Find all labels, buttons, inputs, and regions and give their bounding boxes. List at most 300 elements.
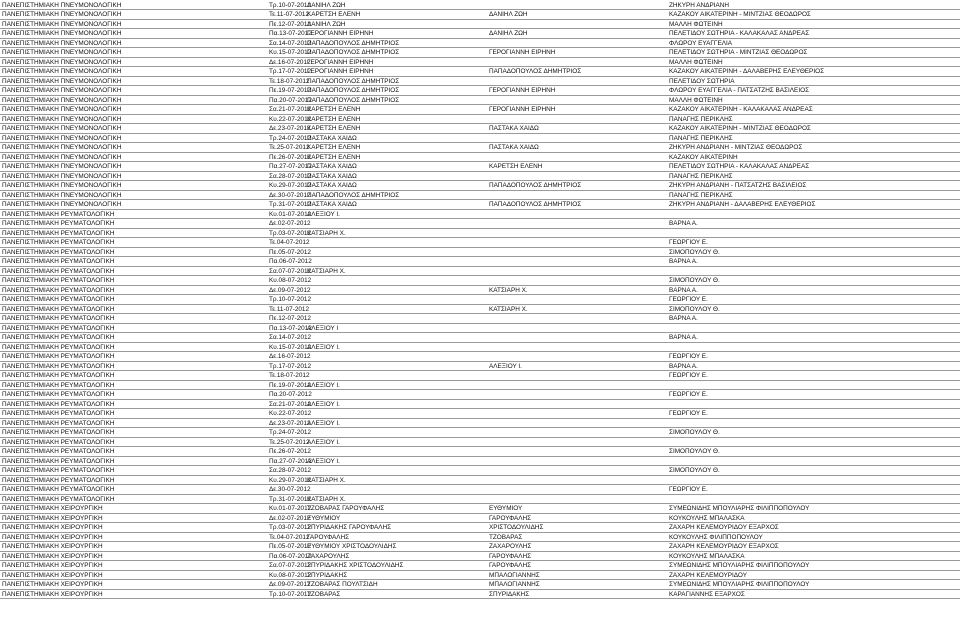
- second-doctor-cell: ΓΑΡΟΥΦΑΛΗΣ: [489, 562, 532, 569]
- clinic-cell: ΠΑΝΕΠΙΣΤΗΜΙΑΚΗ ΧΕΙΡΟΥΡΓΙΚΗ: [2, 514, 103, 522]
- date-cell: Δε.30-07-2012: [269, 486, 311, 493]
- doctor-cell: [307, 352, 487, 361]
- date-cell: Δε.30-07-2012: [269, 191, 311, 199]
- date-cell: Τρ.24-07-2012: [269, 429, 312, 436]
- second-doctor-cell: [489, 352, 666, 361]
- second-doctor-cell: [489, 248, 666, 257]
- table-row: [0, 485, 960, 495]
- date-cell: Πε.05-07-2012: [269, 543, 311, 550]
- date-cell: Πα.06-07-2012: [269, 552, 312, 560]
- clinic-cell: ΠΑΝΕΠΙΣΤΗΜΙΑΚΗ ΡΕΥΜΑΤΟΛΟΓΙΚΗ: [2, 343, 115, 351]
- clinic-cell: ΠΑΝΕΠΙΣΤΗΜΙΑΚΗ ΧΕΙΡΟΥΡΓΙΚΗ: [2, 552, 103, 560]
- clinic-cell: ΠΑΝΕΠΙΣΤΗΜΙΑΚΗ ΡΕΥΜΑΤΟΛΟΓΙΚΗ: [2, 286, 115, 294]
- date-cell: Πα.27-07-2012: [269, 163, 312, 170]
- doctor-cell: ΓΕΡΟΓΙΑΝΝΗ ΕΙΡΗΝΗ: [307, 30, 374, 37]
- table-row: [0, 495, 960, 505]
- second-doctor-cell: [489, 295, 666, 304]
- second-doctor-cell: [489, 58, 666, 67]
- date-cell: Τε.11-07-2012: [269, 11, 310, 18]
- second-doctor-cell: ΕΥΘΥΜΙΟΥ: [489, 505, 523, 512]
- table-row: [0, 134, 960, 144]
- resident-cell: ΠΑΝΑΓΗΣ ΠΕΡΙΚΛΗΣ: [669, 191, 733, 199]
- resident-cell: [669, 267, 958, 276]
- table-row: [0, 295, 960, 305]
- table-row: [0, 419, 960, 429]
- date-cell: Κυ.01-07-2012: [269, 210, 312, 218]
- clinic-cell: ΠΑΝΕΠΙΣΤΗΜΙΑΚΗ ΠΝΕΥΜΟΝΟΛΟΓΙΚΗ: [2, 172, 122, 180]
- doctor-cell: ΓΕΡΟΓΙΑΝΝΗ ΕΙΡΗΝΗ: [307, 58, 374, 66]
- second-doctor-cell: [489, 428, 666, 437]
- table-row: [0, 172, 960, 182]
- date-cell: Τε.25-07-2012: [269, 438, 310, 446]
- table-row: [0, 143, 960, 153]
- resident-cell: ΓΕΩΡΓΙΟΥ Ε.: [669, 296, 708, 303]
- table-row: [0, 580, 960, 590]
- clinic-cell: ΠΑΝΕΠΙΣΤΗΜΙΑΚΗ ΡΕΥΜΑΤΟΛΟΓΙΚΗ: [2, 305, 115, 313]
- second-doctor-cell: [489, 447, 666, 456]
- second-doctor-cell: [489, 229, 666, 238]
- doctor-cell: ΚΑΡΕΤΣΗ ΕΛΕΝΗ: [307, 115, 361, 123]
- date-cell: Κυ.08-07-2012: [269, 277, 312, 284]
- resident-cell: ΣΙΜΟΠΟΥΛΟΥ Θ.: [669, 277, 720, 284]
- second-doctor-cell: ΠΑΠΑΔΟΠΟΥΛΟΣ ΔΗΜΗΤΡΙΟΣ: [489, 201, 582, 208]
- table-row: [0, 162, 960, 172]
- second-doctor-cell: [489, 20, 666, 29]
- doctor-cell: ΠΑΣΤΑΚΑ ΧΑΙΔΩ: [307, 201, 357, 208]
- resident-cell: ΒΑΡΝΑ Α.: [669, 220, 698, 227]
- doctor-cell: ΣΠΥΡΙΔΑΚΗΣ ΧΡΙΣΤΟΔΟΥΛΙΔΗΣ: [307, 562, 404, 569]
- table-row: [0, 324, 960, 334]
- clinic-cell: ΠΑΝΕΠΙΣΤΗΜΙΑΚΗ ΡΕΥΜΑΤΟΛΟΓΙΚΗ: [2, 334, 115, 341]
- clinic-cell: ΠΑΝΕΠΙΣΤΗΜΙΑΚΗ ΠΝΕΥΜΟΝΟΛΟΓΙΚΗ: [2, 163, 122, 170]
- doctor-cell: ΠΑΠΑΔΟΠΟΥΛΟΣ ΔΗΜΗΤΡΙΟΣ: [307, 77, 400, 85]
- resident-cell: [669, 476, 958, 485]
- doctor-cell: [307, 371, 487, 380]
- resident-cell: ΠΕΛΕΤΙΔΟΥ ΣΩΤΗΡΙΑ - ΚΑΛΑΚΑΛΑΣ ΑΝΔΡΕΑΣ: [669, 30, 810, 37]
- second-doctor-cell: ΧΡΙΣΤΟΔΟΥΛΙΔΗΣ: [489, 524, 544, 531]
- doctor-cell: ΤΖΟΒΑΡΑΣ ΓΑΡΟΥΦΑΛΗΣ: [307, 505, 385, 512]
- resident-cell: ΠΕΛΕΤΙΔΟΥ ΣΩΤΗΡΙΑ - ΜΙΝΤΖΙΑΣ ΘΕΟΔΩΡΟΣ: [669, 49, 808, 56]
- date-cell: Πα.20-07-2012: [269, 96, 312, 104]
- doctor-cell: [307, 238, 487, 247]
- date-cell: Σα.21-07-2012: [269, 106, 312, 113]
- date-cell: Κυ.01-07-2012: [269, 505, 312, 512]
- clinic-cell: ΠΑΝΕΠΙΣΤΗΜΙΑΚΗ ΡΕΥΜΑΤΟΛΟΓΙΚΗ: [2, 248, 115, 256]
- clinic-cell: ΠΑΝΕΠΙΣΤΗΜΙΑΚΗ ΠΝΕΥΜΟΝΟΛΟΓΙΚΗ: [2, 49, 122, 56]
- doctor-cell: ΚΑΤΣΙΑΡΗ Χ.: [307, 495, 346, 503]
- second-doctor-cell: ΔΑΝΙΗΛ ΖΩΗ: [489, 11, 528, 18]
- clinic-cell: ΠΑΝΕΠΙΣΤΗΜΙΑΚΗ ΡΕΥΜΑΤΟΛΟΓΙΚΗ: [2, 324, 115, 332]
- doctor-cell: [307, 333, 487, 342]
- second-doctor-cell: [489, 267, 666, 276]
- clinic-cell: ΠΑΝΕΠΙΣΤΗΜΙΑΚΗ ΡΕΥΜΑΤΟΛΟΓΙΚΗ: [2, 438, 115, 446]
- clinic-cell: ΠΑΝΕΠΙΣΤΗΜΙΑΚΗ ΡΕΥΜΑΤΟΛΟΓΙΚΗ: [2, 353, 115, 360]
- date-cell: Σα.07-07-2012: [269, 562, 312, 569]
- resident-cell: ΣΙΜΟΠΟΥΛΟΥ Θ.: [669, 429, 720, 436]
- clinic-cell: ΠΑΝΕΠΙΣΤΗΜΙΑΚΗ ΡΕΥΜΑΤΟΛΟΓΙΚΗ: [2, 495, 115, 503]
- resident-cell: ΖΑΧΑΡΗ ΚΕΛΕΜΟΥΡΙΔΟΥ: [669, 571, 747, 579]
- table-row: [0, 504, 960, 514]
- second-doctor-cell: [489, 381, 666, 390]
- clinic-cell: ΠΑΝΕΠΙΣΤΗΜΙΑΚΗ ΡΕΥΜΑΤΟΛΟΓΙΚΗ: [2, 476, 115, 484]
- doctor-cell: [307, 219, 487, 228]
- table-row: [0, 409, 960, 419]
- date-cell: Πε.12-07-2012: [269, 20, 311, 28]
- resident-cell: ΚΑΖΑΚΟΥ ΑΙΚΑΤΕΡΙΝΗ - ΜΙΝΤΖΙΑΣ ΘΕΟΔΩΡΟΣ: [669, 125, 811, 132]
- table-row: [0, 561, 960, 571]
- date-cell: Τρ.03-07-2012: [269, 229, 312, 237]
- date-cell: Τρ.31-07-2012: [269, 495, 312, 503]
- clinic-cell: ΠΑΝΕΠΙΣΤΗΜΙΑΚΗ ΡΕΥΜΑΤΟΛΟΓΙΚΗ: [2, 419, 115, 427]
- table-row: [0, 200, 960, 210]
- second-doctor-cell: ΣΠΥΡΙΔΑΚΗΣ: [489, 590, 530, 598]
- second-doctor-cell: [489, 276, 666, 285]
- resident-cell: ΓΕΩΡΓΙΟΥ Ε.: [669, 353, 708, 360]
- table-row: [0, 96, 960, 106]
- table-row: [0, 10, 960, 20]
- table-row: [0, 552, 960, 562]
- clinic-cell: ΠΑΝΕΠΙΣΤΗΜΙΑΚΗ ΠΝΕΥΜΟΝΟΛΟΓΙΚΗ: [2, 39, 122, 47]
- resident-cell: ΓΕΩΡΓΙΟΥ Ε.: [669, 391, 708, 398]
- resident-cell: [669, 419, 958, 428]
- clinic-cell: ΠΑΝΕΠΙΣΤΗΜΙΑΚΗ ΧΕΙΡΟΥΡΓΙΚΗ: [2, 581, 103, 588]
- clinic-cell: ΠΑΝΕΠΙΣΤΗΜΙΑΚΗ ΡΕΥΜΑΤΟΛΟΓΙΚΗ: [2, 467, 115, 474]
- second-doctor-cell: ΚΑΡΕΤΣΗ ΕΛΕΝΗ: [489, 163, 543, 170]
- clinic-cell: ΠΑΝΕΠΙΣΤΗΜΙΑΚΗ ΡΕΥΜΑΤΟΛΟΓΙΚΗ: [2, 362, 115, 370]
- clinic-cell: ΠΑΝΕΠΙΣΤΗΜΙΑΚΗ ΡΕΥΜΑΤΟΛΟΓΙΚΗ: [2, 267, 115, 275]
- date-cell: Σα.28-07-2012: [269, 172, 312, 180]
- resident-cell: ΣΙΜΟΠΟΥΛΟΥ Θ.: [669, 467, 720, 474]
- date-cell: Δε.09-07-2012: [269, 581, 311, 588]
- resident-cell: ΣΥΜΕΩΝΙΔΗΣ ΜΠΟΥΛΙΑΡΗΣ ΦΙΛΙΠΠΟΠΟΥΛΟΥ: [669, 581, 810, 588]
- date-cell: Τε.18-07-2012: [269, 372, 310, 379]
- resident-cell: ΖΗΚΥΡΗ ΑΝΔΡΙΑΝΗ - ΠΑΤΣΑΤΖΗΣ ΒΑΣΙΛΕΙΟΣ: [669, 182, 807, 189]
- doctor-cell: ΑΛΕΞΙΟΥ Ι.: [307, 343, 340, 351]
- doctor-cell: ΚΑΡΕΤΣΗ ΕΛΕΝΗ: [307, 11, 361, 18]
- table-row: [0, 67, 960, 77]
- resident-cell: ΚΑΖΑΚΟΥ ΑΙΚΑΤΕΡΙΝΗ - ΚΑΛΑΚΑΛΑΣ ΑΝΔΡΕΑΣ: [669, 106, 813, 113]
- clinic-cell: ΠΑΝΕΠΙΣΤΗΜΙΑΚΗ ΧΕΙΡΟΥΡΓΙΚΗ: [2, 543, 103, 550]
- doctor-cell: ΚΑΡΕΤΣΗ ΕΛΕΝΗ: [307, 125, 361, 132]
- doctor-cell: ΣΠΥΡΙΔΑΚΗΣ ΓΑΡΟΥΦΑΛΗΣ: [307, 524, 392, 531]
- doctor-cell: ΕΥΘΥΜΙΟΥ ΧΡΙΣΤΟΔΟΥΛΙΔΗΣ: [307, 543, 397, 550]
- resident-cell: ΒΑΡΝΑ Α.: [669, 286, 698, 294]
- doctor-cell: [307, 428, 487, 437]
- table-row: [0, 276, 960, 286]
- doctor-cell: ΓΑΡΟΥΦΑΛΗΣ: [307, 533, 350, 541]
- date-cell: Τρ.24-07-2012: [269, 134, 312, 142]
- resident-cell: ΖΑΧΑΡΗ ΚΕΛΕΜΟΥΡΙΔΟΥ ΕΞΑΡΧΟΣ: [669, 543, 779, 550]
- second-doctor-cell: ΑΛΕΞΙΟΥ Ι.: [489, 362, 522, 370]
- table-row: [0, 257, 960, 267]
- second-doctor-cell: [489, 324, 666, 333]
- second-doctor-cell: [489, 419, 666, 428]
- table-row: [0, 371, 960, 381]
- second-doctor-cell: [489, 257, 666, 266]
- clinic-cell: ΠΑΝΕΠΙΣΤΗΜΙΑΚΗ ΧΕΙΡΟΥΡΓΙΚΗ: [2, 524, 103, 531]
- doctor-cell: ΠΑΣΤΑΚΑ ΧΑΙΔΩ: [307, 172, 357, 180]
- date-cell: Τρ.03-07-2012: [269, 524, 312, 531]
- clinic-cell: ΠΑΝΕΠΙΣΤΗΜΙΑΚΗ ΧΕΙΡΟΥΡΓΙΚΗ: [2, 505, 103, 512]
- doctor-cell: [307, 409, 487, 418]
- doctor-cell: ΤΖΟΒΑΡΑΣ ΠΟΥΛΤΣΙΔΗ: [307, 581, 378, 588]
- table-row: [0, 390, 960, 400]
- table-row: [0, 248, 960, 258]
- date-cell: Τε.04-07-2012: [269, 533, 310, 541]
- doctor-cell: [307, 314, 487, 323]
- date-cell: Πε.26-07-2012: [269, 448, 311, 455]
- resident-cell: ΠΑΝΑΓΗΣ ΠΕΡΙΚΛΗΣ: [669, 134, 733, 142]
- clinic-cell: ΠΑΝΕΠΙΣΤΗΜΙΑΚΗ ΠΝΕΥΜΟΝΟΛΟΓΙΚΗ: [2, 106, 122, 113]
- table-row: [0, 542, 960, 552]
- doctor-cell: [307, 390, 487, 399]
- table-row: [0, 571, 960, 581]
- second-doctor-cell: ΠΑΣΤΑΚΑ ΧΑΙΔΩ: [489, 125, 539, 132]
- doctor-cell: [307, 295, 487, 304]
- table-row: [0, 48, 960, 58]
- second-doctor-cell: [489, 115, 666, 124]
- second-doctor-cell: [489, 476, 666, 485]
- date-cell: Σα.28-07-2012: [269, 467, 312, 474]
- resident-cell: [669, 438, 958, 447]
- doctor-cell: ΚΑΤΣΙΑΡΗ Χ.: [307, 229, 346, 237]
- second-doctor-cell: [489, 96, 666, 105]
- second-doctor-cell: [489, 191, 666, 200]
- second-doctor-cell: ΜΠΑΛΟΓΙΑΝΝΗΣ: [489, 581, 540, 588]
- doctor-cell: [307, 248, 487, 257]
- date-cell: Τρ.17-07-2012: [269, 362, 312, 370]
- doctor-cell: [307, 466, 487, 475]
- table-row: [0, 590, 960, 600]
- resident-cell: ΓΕΩΡΓΙΟΥ Ε.: [669, 486, 708, 493]
- second-doctor-cell: [489, 390, 666, 399]
- doctor-cell: ΕΥΘΥΜΙΟΥ: [307, 514, 341, 522]
- table-row: [0, 476, 960, 486]
- second-doctor-cell: ΓΑΡΟΥΦΑΛΗΣ: [489, 514, 532, 522]
- second-doctor-cell: ΖΑΧΑΡΟΥΛΗΣ: [489, 543, 532, 550]
- clinic-cell: ΠΑΝΕΠΙΣΤΗΜΙΑΚΗ ΠΝΕΥΜΟΝΟΛΟΓΙΚΗ: [2, 96, 122, 104]
- doctor-cell: ΠΑΠΑΔΟΠΟΥΛΟΣ ΔΗΜΗΤΡΙΟΣ: [307, 96, 400, 104]
- date-cell: Τρ.10-07-2012: [269, 1, 312, 9]
- second-doctor-cell: ΤΖΟΒΑΡΑΣ: [489, 533, 523, 541]
- second-doctor-cell: [489, 409, 666, 418]
- doctor-cell: [307, 276, 487, 285]
- resident-cell: ΒΑΡΝΑ Α.: [669, 362, 698, 370]
- date-cell: Πα.13-07-2012: [269, 30, 312, 37]
- clinic-cell: ΠΑΝΕΠΙΣΤΗΜΙΑΚΗ ΠΝΕΥΜΟΝΟΛΟΓΙΚΗ: [2, 153, 122, 161]
- clinic-cell: ΠΑΝΕΠΙΣΤΗΜΙΑΚΗ ΠΝΕΥΜΟΝΟΛΟΓΙΚΗ: [2, 115, 122, 123]
- second-doctor-cell: ΚΑΤΣΙΑΡΗ Χ.: [489, 286, 528, 294]
- date-cell: Πε.12-07-2012: [269, 315, 311, 322]
- resident-cell: ΚΑΖΑΚΟΥ ΑΙΚΑΤΕΡΙΝΗ: [669, 153, 738, 161]
- table-row: [0, 58, 960, 68]
- second-doctor-cell: [489, 1, 666, 10]
- clinic-cell: ΠΑΝΕΠΙΣΤΗΜΙΑΚΗ ΡΕΥΜΑΤΟΛΟΓΙΚΗ: [2, 429, 115, 436]
- doctor-cell: ΠΑΠΑΔΟΠΟΥΛΟΣ ΔΗΜΗΤΡΙΟΣ: [307, 39, 400, 47]
- clinic-cell: ΠΑΝΕΠΙΣΤΗΜΙΑΚΗ ΠΝΕΥΜΟΝΟΛΟΓΙΚΗ: [2, 191, 122, 199]
- second-doctor-cell: [489, 314, 666, 323]
- date-cell: Δε.09-07-2012: [269, 286, 311, 294]
- date-cell: Πα.27-07-2012: [269, 457, 312, 465]
- second-doctor-cell: [489, 210, 666, 219]
- table-row: [0, 181, 960, 191]
- clinic-cell: ΠΑΝΕΠΙΣΤΗΜΙΑΚΗ ΡΕΥΜΑΤΟΛΟΓΙΚΗ: [2, 277, 115, 284]
- table-row: [0, 267, 960, 277]
- second-doctor-cell: [489, 172, 666, 181]
- clinic-cell: ΠΑΝΕΠΙΣΤΗΜΙΑΚΗ ΠΝΕΥΜΟΝΟΛΟΓΙΚΗ: [2, 30, 122, 37]
- doctor-cell: [307, 305, 487, 314]
- resident-cell: ΒΑΡΝΑ Α.: [669, 258, 698, 265]
- doctor-cell: [307, 362, 487, 371]
- resident-cell: [669, 457, 958, 466]
- clinic-cell: ΠΑΝΕΠΙΣΤΗΜΙΑΚΗ ΡΕΥΜΑΤΟΛΟΓΙΚΗ: [2, 372, 115, 379]
- date-cell: Σα.07-07-2012: [269, 267, 312, 275]
- clinic-cell: ΠΑΝΕΠΙΣΤΗΜΙΑΚΗ ΡΕΥΜΑΤΟΛΟΓΙΚΗ: [2, 229, 115, 237]
- clinic-cell: ΠΑΝΕΠΙΣΤΗΜΙΑΚΗ ΡΕΥΜΑΤΟΛΟΓΙΚΗ: [2, 410, 115, 417]
- clinic-cell: ΠΑΝΕΠΙΣΤΗΜΙΑΚΗ ΠΝΕΥΜΟΝΟΛΟΓΙΚΗ: [2, 144, 122, 151]
- second-doctor-cell: [489, 153, 666, 162]
- resident-cell: [669, 210, 958, 219]
- table-row: [0, 400, 960, 410]
- table-row: [0, 362, 960, 372]
- second-doctor-cell: [489, 371, 666, 380]
- resident-cell: ΖΗΚΥΡΗ ΑΝΔΡΙΑΝΗ: [669, 1, 730, 9]
- resident-cell: ΖΗΚΥΡΗ ΑΝΔΡΙΑΝΗ - ΜΙΝΤΖΙΑΣ ΘΕΟΔΩΡΟΣ: [669, 144, 803, 151]
- date-cell: Πε.19-07-2012: [269, 381, 311, 389]
- doctor-cell: ΑΛΕΞΙΟΥ Ι.: [307, 400, 340, 408]
- clinic-cell: ΠΑΝΕΠΙΣΤΗΜΙΑΚΗ ΡΕΥΜΑΤΟΛΟΓΙΚΗ: [2, 296, 115, 303]
- table-row: [0, 153, 960, 163]
- table-row: [0, 39, 960, 49]
- date-cell: Κυ.29-07-2012: [269, 182, 312, 189]
- resident-cell: ΓΕΩΡΓΙΟΥ Ε.: [669, 239, 708, 246]
- second-doctor-cell: [489, 485, 666, 494]
- date-cell: Κυ.22-07-2012: [269, 410, 312, 417]
- date-cell: Τρ.10-07-2012: [269, 590, 312, 598]
- date-cell: Τε.18-07-2012: [269, 77, 310, 85]
- second-doctor-cell: ΠΑΣΤΑΚΑ ΧΑΙΔΩ: [489, 144, 539, 151]
- clinic-cell: ΠΑΝΕΠΙΣΤΗΜΙΑΚΗ ΡΕΥΜΑΤΟΛΟΓΙΚΗ: [2, 381, 115, 389]
- resident-cell: [669, 381, 958, 390]
- second-doctor-cell: ΠΑΠΑΔΟΠΟΥΛΟΣ ΔΗΜΗΤΡΙΟΣ: [489, 68, 582, 75]
- second-doctor-cell: [489, 400, 666, 409]
- clinic-cell: ΠΑΝΕΠΙΣΤΗΜΙΑΚΗ ΧΕΙΡΟΥΡΓΙΚΗ: [2, 562, 103, 569]
- table-row: [0, 210, 960, 220]
- doctor-cell: ΖΑΧΑΡΟΥΛΗΣ: [307, 552, 350, 560]
- resident-cell: ΚΟΥΚΟΥΛΗΣ ΜΠΑΛΑΣΚΑ: [669, 514, 745, 522]
- date-cell: Πε.19-07-2012: [269, 87, 311, 94]
- resident-cell: ΚΑΡΑΓΙΑΝΝΗΣ ΕΞΑΡΧΟΣ: [669, 590, 745, 598]
- date-cell: Δε.02-07-2012: [269, 514, 311, 522]
- doctor-cell: ΑΛΕΞΙΟΥ Ι.: [307, 438, 340, 446]
- resident-cell: ΠΑΝΑΓΗΣ ΠΕΡΙΚΛΗΣ: [669, 115, 733, 123]
- doctor-cell: ΚΑΡΕΤΣΗ ΕΛΕΝΗ: [307, 106, 361, 113]
- table-row: [0, 115, 960, 125]
- table-row: [0, 314, 960, 324]
- clinic-cell: ΠΑΝΕΠΙΣΤΗΜΙΑΚΗ ΡΕΥΜΑΤΟΛΟΓΙΚΗ: [2, 457, 115, 465]
- clinic-cell: ΠΑΝΕΠΙΣΤΗΜΙΑΚΗ ΧΕΙΡΟΥΡΓΙΚΗ: [2, 533, 103, 541]
- date-cell: Δε.02-07-2012: [269, 220, 311, 227]
- resident-cell: ΓΕΩΡΓΙΟΥ Ε.: [669, 410, 708, 417]
- date-cell: Πε.05-07-2012: [269, 248, 311, 256]
- clinic-cell: ΠΑΝΕΠΙΣΤΗΜΙΑΚΗ ΡΕΥΜΑΤΟΛΟΓΙΚΗ: [2, 391, 115, 398]
- clinic-cell: ΠΑΝΕΠΙΣΤΗΜΙΑΚΗ ΠΝΕΥΜΟΝΟΛΟΓΙΚΗ: [2, 1, 122, 9]
- clinic-cell: ΠΑΝΕΠΙΣΤΗΜΙΑΚΗ ΠΝΕΥΜΟΝΟΛΟΓΙΚΗ: [2, 134, 122, 142]
- table-row: [0, 333, 960, 343]
- table-row: [0, 514, 960, 524]
- resident-cell: [669, 229, 958, 238]
- table-row: [0, 438, 960, 448]
- table-row: [0, 77, 960, 87]
- second-doctor-cell: ΔΑΝΙΗΛ ΖΩΗ: [489, 30, 528, 37]
- second-doctor-cell: ΓΑΡΟΥΦΑΛΗΣ: [489, 552, 532, 560]
- table-row: [0, 238, 960, 248]
- doctor-cell: ΠΑΠΑΔΟΠΟΥΛΟΣ ΔΗΜΗΤΡΙΟΣ: [307, 87, 400, 94]
- date-cell: Τε.11-07-2012: [269, 305, 310, 313]
- doctor-cell: ΑΛΕΞΙΟΥ Ι.: [307, 419, 340, 427]
- doctor-cell: ΚΑΤΣΙΑΡΗ Χ.: [307, 267, 346, 275]
- resident-cell: [669, 400, 958, 409]
- doctor-cell: ΑΛΕΞΙΟΥ Ι: [307, 324, 339, 332]
- clinic-cell: ΠΑΝΕΠΙΣΤΗΜΙΑΚΗ ΠΝΕΥΜΟΝΟΛΟΓΙΚΗ: [2, 87, 122, 94]
- clinic-cell: ΠΑΝΕΠΙΣΤΗΜΙΑΚΗ ΡΕΥΜΑΤΟΛΟΓΙΚΗ: [2, 239, 115, 246]
- doctor-cell: ΑΛΕΞΙΟΥ Ι.: [307, 210, 340, 218]
- doctor-cell: ΠΑΣΤΑΚΑ ΧΑΙΔΩ: [307, 182, 357, 189]
- date-cell: Δε.16-07-2012: [269, 58, 311, 66]
- date-cell: Σα.21-07-2012: [269, 400, 312, 408]
- second-doctor-cell: ΓΕΡΟΓΙΑΝΝΗ ΕΙΡΗΝΗ: [489, 87, 556, 94]
- table-row: [0, 523, 960, 533]
- resident-cell: ΒΑΡΝΑ Α.: [669, 334, 698, 341]
- doctor-cell: [307, 257, 487, 266]
- resident-cell: ΠΕΛΕΤΙΔΟΥ ΣΩΤΗΡΙΑ - ΚΑΛΑΚΑΛΑΣ ΑΝΔΡΕΑΣ: [669, 163, 810, 170]
- clinic-cell: ΠΑΝΕΠΙΣΤΗΜΙΑΚΗ ΡΕΥΜΑΤΟΛΟΓΙΚΗ: [2, 315, 115, 322]
- doctor-cell: [307, 286, 487, 295]
- second-doctor-cell: ΚΑΤΣΙΑΡΗ Χ.: [489, 305, 528, 313]
- date-cell: Πα.06-07-2012: [269, 258, 312, 265]
- clinic-cell: ΠΑΝΕΠΙΣΤΗΜΙΑΚΗ ΡΕΥΜΑΤΟΛΟΓΙΚΗ: [2, 258, 115, 265]
- date-cell: Τρ.17-07-2012: [269, 68, 312, 75]
- doctor-cell: ΣΠΥΡΙΔΑΚΗΣ: [307, 571, 348, 579]
- resident-cell: ΚΑΖΑΚΟΥ ΑΙΚΑΤΕΡΙΝΗ - ΔΑΛΑΒΕΡΗΣ ΕΛΕΥΘΕΡΙΟΣ: [669, 68, 825, 75]
- resident-cell: ΣΙΜΟΠΟΥΛΟΥ Θ.: [669, 305, 720, 313]
- table-row: [0, 219, 960, 229]
- clinic-cell: ΠΑΝΕΠΙΣΤΗΜΙΑΚΗ ΠΝΕΥΜΟΝΟΛΟΓΙΚΗ: [2, 68, 122, 75]
- doctor-cell: ΠΑΠΑΔΟΠΟΥΛΟΣ ΔΗΜΗΤΡΙΟΣ: [307, 191, 400, 199]
- table-row: [0, 381, 960, 391]
- clinic-cell: ΠΑΝΕΠΙΣΤΗΜΙΑΚΗ ΠΝΕΥΜΟΝΟΛΟΓΙΚΗ: [2, 201, 122, 208]
- clinic-cell: ΠΑΝΕΠΙΣΤΗΜΙΑΚΗ ΠΝΕΥΜΟΝΟΛΟΓΙΚΗ: [2, 125, 122, 132]
- doctor-cell: ΚΑΡΕΤΣΗ ΕΛΕΝΗ: [307, 144, 361, 151]
- date-cell: Κυ.15-07-2012: [269, 343, 312, 351]
- resident-cell: ΜΑΛΛΗ ΦΩΤΕΙΝΗ: [669, 20, 723, 28]
- second-doctor-cell: ΜΠΑΛΟΓΙΑΝΝΗΣ: [489, 571, 540, 579]
- clinic-cell: ΠΑΝΕΠΙΣΤΗΜΙΑΚΗ ΡΕΥΜΑΤΟΛΟΓΙΚΗ: [2, 448, 115, 455]
- doctor-cell: [307, 447, 487, 456]
- table-row: [0, 86, 960, 96]
- resident-cell: [669, 343, 958, 352]
- doctor-cell: ΠΑΣΤΑΚΑ ΧΑΙΔΩ: [307, 134, 357, 142]
- second-doctor-cell: [489, 219, 666, 228]
- clinic-cell: ΠΑΝΕΠΙΣΤΗΜΙΑΚΗ ΧΕΙΡΟΥΡΓΙΚΗ: [2, 590, 103, 598]
- clinic-cell: ΠΑΝΕΠΙΣΤΗΜΙΑΚΗ ΠΝΕΥΜΟΝΟΛΟΓΙΚΗ: [2, 11, 122, 18]
- clinic-cell: ΠΑΝΕΠΙΣΤΗΜΙΑΚΗ ΠΝΕΥΜΟΝΟΛΟΓΙΚΗ: [2, 77, 122, 85]
- doctor-cell: ΠΑΣΤΑΚΑ ΧΑΙΔΩ: [307, 163, 357, 170]
- table-row: [0, 343, 960, 353]
- table-row: [0, 466, 960, 476]
- date-cell: Δε.23-07-2012: [269, 125, 311, 132]
- doctor-cell: [307, 485, 487, 494]
